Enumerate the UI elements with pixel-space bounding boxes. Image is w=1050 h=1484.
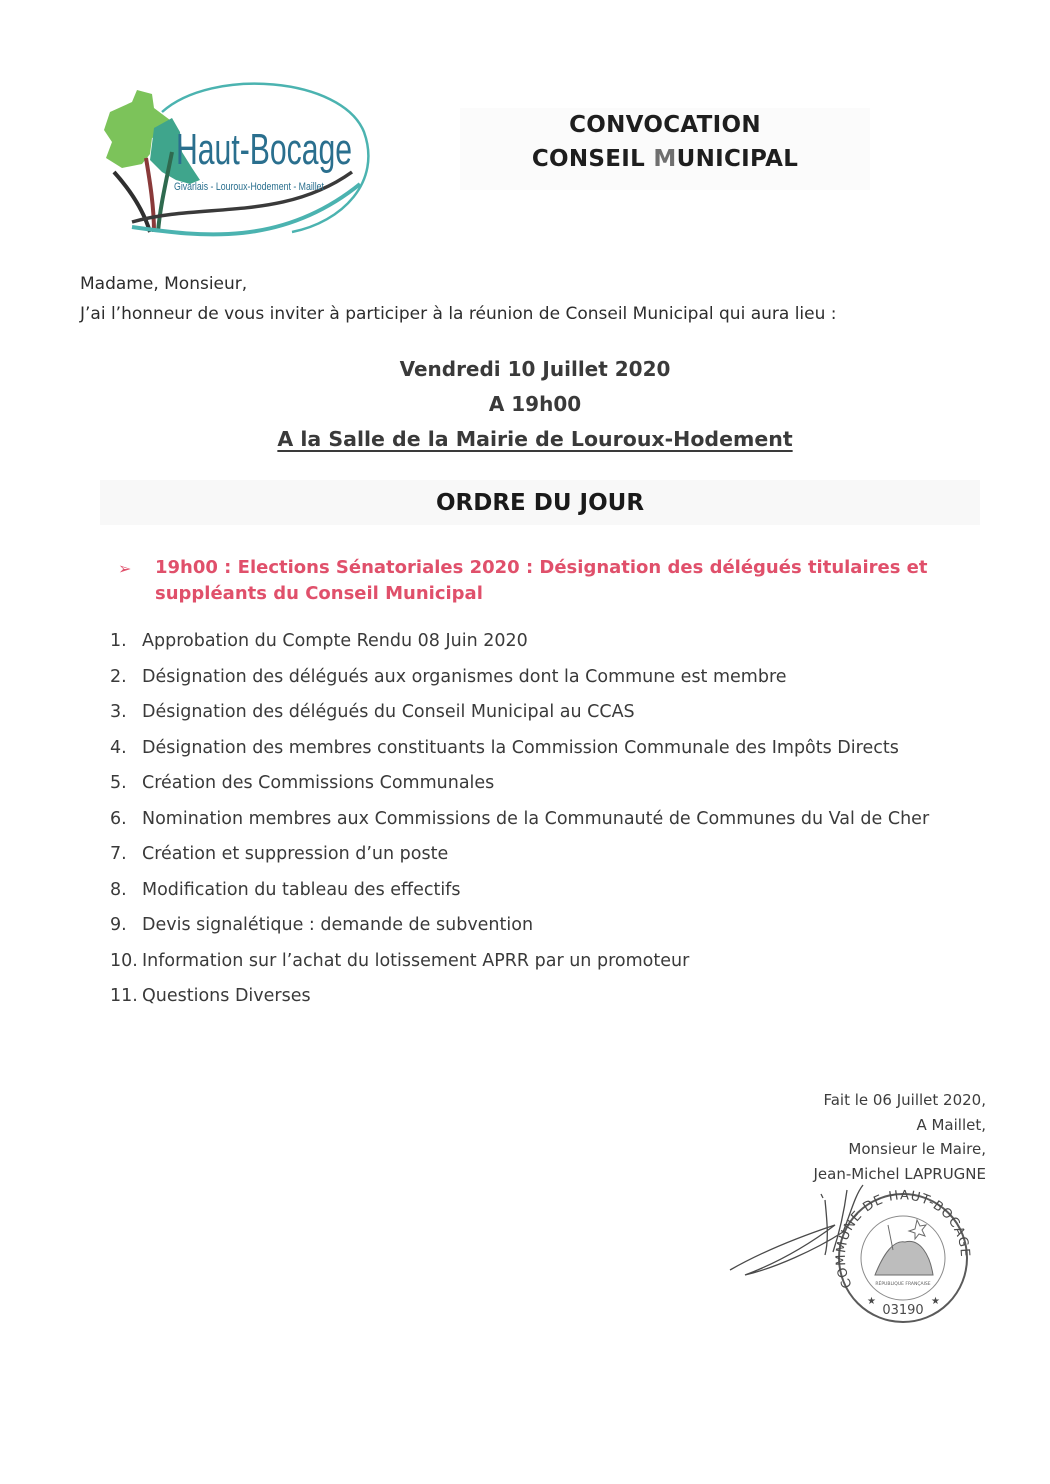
agenda-item bbox=[110, 766, 960, 802]
greeting bbox=[80, 269, 837, 329]
agenda-item-label: Modification du tableau des effectifs bbox=[142, 879, 461, 900]
agenda-item-label: Désignation des délégués du Conseil Municipal au CCAS bbox=[142, 702, 635, 722]
agenda-item bbox=[110, 908, 960, 944]
agenda-heading: ORDRE DU JOUR bbox=[435, 490, 645, 516]
agenda-item bbox=[110, 873, 960, 909]
agenda-item-label: Information sur l’achat du lotissement APRR par un promoteur bbox=[142, 950, 690, 971]
agenda-highlight-text: 19h00 : Elections Sénatoriales 2020 : Désignation des délégués titulaires et suppléants du Conseil Municipal bbox=[155, 557, 928, 604]
agenda-item bbox=[110, 624, 960, 660]
signoff-place: A Maillet, bbox=[916, 1115, 986, 1134]
agenda-item-label: Nomination membres aux Commissions de la Communauté de Communes du Val de Cher bbox=[142, 808, 930, 829]
agenda-item bbox=[110, 695, 960, 731]
title-line-2-prefix: CONSEIL bbox=[531, 146, 654, 172]
agenda-item-label: Désignation des délégués aux organismes dont la Commune est membre bbox=[142, 666, 787, 687]
agenda-item-number: 1. bbox=[110, 631, 127, 651]
agenda-item-label: Approbation du Compte Rendu 08 Juin 2020 bbox=[142, 631, 528, 651]
stamp-emblem-icon bbox=[875, 1241, 933, 1275]
agenda-item-number: 8. bbox=[110, 879, 127, 900]
arrow-bullet-icon: ➢ bbox=[118, 559, 132, 578]
agenda-item-number: 11. bbox=[110, 986, 138, 1006]
salutation: Madame, Monsieur, bbox=[80, 274, 248, 294]
signature-and-stamp bbox=[725, 1180, 980, 1330]
agenda-item bbox=[110, 837, 960, 873]
official-stamp-graphic bbox=[725, 1180, 980, 1330]
title-line-2-m: M bbox=[653, 146, 677, 172]
meeting-details bbox=[200, 352, 870, 457]
agenda-item-label: Devis signalétique : demande de subvention bbox=[142, 915, 534, 935]
meeting-place: A la Salle de la Mairie de Louroux-Hodement bbox=[277, 427, 793, 451]
signoff-block bbox=[813, 1088, 986, 1186]
signoff-date: Fait le 06 Juillet 2020, bbox=[823, 1091, 986, 1109]
agenda-item-number: 4. bbox=[110, 737, 127, 758]
haut-bocage-logo bbox=[92, 72, 382, 257]
agenda-item-number: 9. bbox=[110, 915, 127, 935]
invitation-text: J’ai l’honneur de vous inviter à participer à la réunion de Conseil Municipal qui aura lieu : bbox=[80, 304, 837, 324]
agenda-item-number: 10. bbox=[110, 950, 138, 971]
stamp-postcode: 03190 bbox=[882, 1303, 924, 1318]
agenda-item bbox=[110, 660, 960, 696]
stamp-inner-caption: RÉPUBLIQUE FRANÇAISE bbox=[875, 1282, 931, 1287]
meeting-time: A 19h00 bbox=[488, 392, 582, 416]
signoff-role: Monsieur le Maire, bbox=[848, 1140, 986, 1158]
agenda-item-number: 6. bbox=[110, 808, 127, 829]
title-line-1: CONVOCATION bbox=[569, 112, 761, 138]
logo-title: Haut-Bocage bbox=[176, 125, 352, 174]
logo-stem-dark bbox=[114, 172, 150, 232]
agenda-item bbox=[110, 944, 960, 980]
stamp-ring-textpath: COMMUNE DE HAUT-BOCAGE bbox=[833, 1188, 973, 1291]
title-line-2 bbox=[460, 142, 870, 176]
agenda-item bbox=[110, 802, 960, 838]
agenda-item-number: 2. bbox=[110, 666, 127, 687]
agenda-item-number: 5. bbox=[110, 773, 127, 793]
agenda-item-number: 7. bbox=[110, 844, 127, 864]
agenda-item-label: Désignation des membres constituants la Commission Communale des Impôts Directs bbox=[142, 737, 899, 758]
document-title bbox=[460, 108, 870, 190]
logo-graphic bbox=[92, 72, 382, 257]
agenda-item-label: Création des Commissions Communales bbox=[142, 773, 495, 793]
logo-tagline: Givarlais - Louroux-Hodement - Maillet bbox=[174, 181, 324, 193]
agenda-list bbox=[110, 624, 960, 1015]
agenda-item bbox=[110, 979, 960, 1015]
agenda-item-label: Questions Diverses bbox=[142, 986, 311, 1006]
title-line-2-suffix: UNICIPAL bbox=[676, 146, 799, 172]
agenda-item-label: Création et suppression d’un poste bbox=[142, 844, 449, 864]
agenda-item-number: 3. bbox=[110, 702, 127, 722]
stamp-star-left-icon: ★ bbox=[867, 1296, 876, 1307]
agenda-item bbox=[110, 731, 960, 767]
signoff-name: Jean-Michel LAPRUGNE bbox=[813, 1164, 986, 1183]
agenda-highlight-item bbox=[118, 555, 938, 607]
stamp-star-right-icon: ★ bbox=[931, 1296, 940, 1307]
meeting-date: Vendredi 10 Juillet 2020 bbox=[399, 357, 671, 381]
